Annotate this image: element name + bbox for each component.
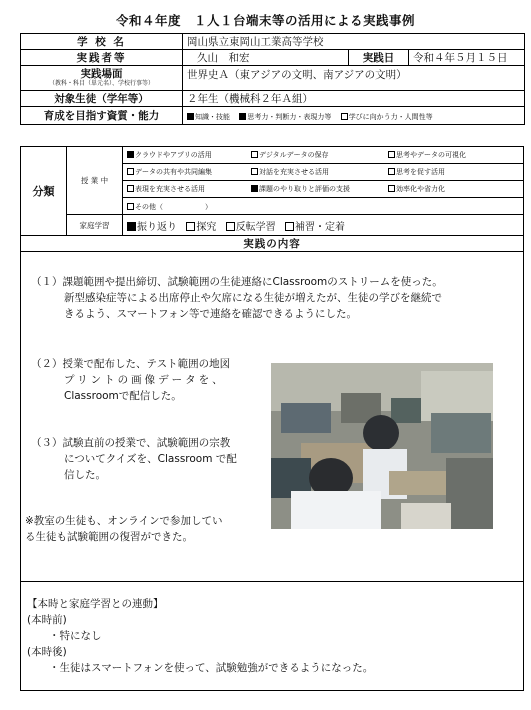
checkbox-icon	[341, 113, 348, 120]
checkbox-icon	[226, 222, 235, 231]
home-link-section	[20, 581, 524, 691]
in-class-label: 授 業 中	[67, 147, 123, 215]
page-title: 令和４年度 １人１台端末等の活用による実践事例	[115, 13, 415, 28]
school-label: 学 校 名	[21, 34, 183, 50]
checkbox-icon	[251, 151, 258, 158]
scene-value: 世界史Ａ（東アジアの文明、南アジアの文明）	[183, 66, 525, 91]
checkbox-checked-icon	[239, 113, 246, 120]
after-label: (本時後)	[27, 646, 67, 658]
option-expression[interactable]: 表現を充実させる活用	[127, 184, 251, 194]
home-link-text	[27, 596, 373, 676]
in-class-row	[123, 147, 524, 164]
ability-option[interactable]: 学びに向かう力・人間性等	[341, 112, 433, 122]
checkbox-icon	[388, 185, 395, 192]
paragraph-3: （３）試験直前の授業で、試験範囲の宗教 についてクイズを、Classroom で配 信した。	[31, 437, 237, 481]
option-digital-save[interactable]: デジタルデータの保存	[251, 150, 388, 160]
paragraph-2: （２）授業で配布した、テスト範囲の地図 プリントの画像データを、 Classroomで配信した。	[31, 358, 231, 402]
scene-sub-label: （教科・科目（単元名）、学校行事等）	[48, 80, 154, 87]
checkbox-icon	[388, 151, 395, 158]
checkbox-icon	[186, 222, 195, 231]
home-label: 家庭学習	[67, 215, 123, 236]
checkbox-icon	[127, 203, 134, 210]
option-visualize[interactable]: 思考やデータの可視化	[388, 150, 498, 160]
in-class-row	[123, 164, 524, 181]
option-share-edit[interactable]: データの共有や共同編集	[127, 167, 251, 177]
option-thinking[interactable]: 思考を促す活用	[388, 167, 498, 177]
paragraph-1: （１）課題範囲や提出締切、試験範囲の生徒連絡にClassroomのストリームを使った。 新型感染症等による出席停止や欠席になる生徒が増えたが、生徒の学びを継続で きるよう、スマートフォン等で連絡を確認できるようにした。	[31, 276, 443, 320]
checkbox-icon	[127, 168, 134, 175]
after-item: ・生徒はスマートフォンを使って、試験勉強ができるようになった。	[49, 662, 374, 674]
practitioner-value: 久山 和宏	[183, 50, 349, 66]
checkbox-icon	[251, 168, 258, 175]
practitioner-label: 実践者等	[21, 50, 183, 66]
content-header: 実践の内容	[21, 236, 524, 252]
date-value: 令和４年５月１５日	[409, 50, 525, 66]
note: ※教室の生徒も、オンラインで参加してい る生徒も試験範囲の復習ができた。	[25, 515, 223, 543]
in-class-row	[123, 181, 524, 198]
before-item: ・特になし	[49, 630, 102, 642]
option-dialogue[interactable]: 対話を充実させる活用	[251, 167, 388, 177]
checkbox-icon	[388, 168, 395, 175]
option-cloud-apps[interactable]: クラウドやアプリの活用	[127, 150, 251, 160]
home-row	[123, 215, 524, 236]
ability-options	[183, 107, 525, 125]
target-label: 対象生徒（学年等）	[21, 91, 183, 107]
checkbox-checked-icon	[251, 185, 258, 192]
date-label: 実践日	[349, 50, 409, 66]
scene-label: 実践場面	[80, 68, 123, 80]
classroom-photo-image	[271, 363, 493, 529]
option-inquiry[interactable]: 探究	[186, 218, 216, 233]
classroom-photo	[271, 363, 493, 529]
school-value: 岡山県立東岡山工業高等学校	[183, 34, 525, 50]
ability-option[interactable]: 思考力・判断力・表現力等	[239, 112, 331, 122]
checkbox-checked-icon	[127, 151, 134, 158]
target-value: ２年生（機械科２年Ａ組）	[183, 91, 525, 107]
option-remedial[interactable]: 補習・定着	[285, 218, 345, 233]
before-label: (本時前)	[27, 614, 67, 626]
home-link-heading: 【本時と家庭学習との連動】	[27, 598, 164, 610]
scene-label-cell	[21, 66, 183, 91]
meta-table	[20, 33, 525, 125]
checkbox-icon	[127, 185, 134, 192]
option-efficiency[interactable]: 効率化や省力化	[388, 184, 498, 194]
in-class-row	[123, 198, 524, 215]
checkbox-icon	[285, 222, 294, 231]
option-review[interactable]: 振り返り	[127, 218, 177, 233]
classification-table	[20, 146, 524, 252]
checkbox-checked-icon	[187, 113, 194, 120]
ability-label: 育成を目指す資質・能力	[21, 107, 183, 125]
option-other[interactable]: その他（ ）	[127, 202, 212, 212]
class-label: 分類	[21, 147, 67, 236]
option-assignment-eval[interactable]: 課題のやり取りと評価の支援	[251, 184, 388, 194]
option-flipped[interactable]: 反転学習	[226, 218, 276, 233]
ability-option[interactable]: 知識・技能	[187, 112, 230, 122]
checkbox-checked-icon	[127, 222, 136, 231]
